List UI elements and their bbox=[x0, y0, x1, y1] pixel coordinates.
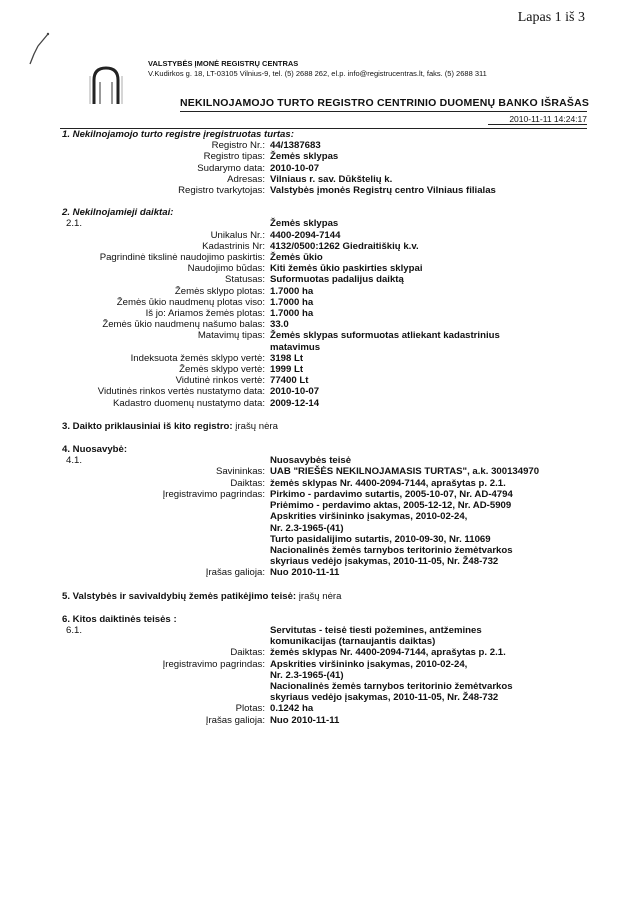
field-value: 1999 Lt bbox=[270, 364, 304, 376]
field-row bbox=[62, 398, 590, 409]
field-value: žemės sklypas Nr. 4400-2094-7144, aprašytas p. 2.1. bbox=[270, 647, 506, 659]
section-5-label: 5. Valstybės ir savivaldybių žemės patikėjimo teisė: bbox=[62, 590, 297, 602]
extract-content bbox=[62, 129, 590, 726]
field-value: 3198 Lt bbox=[270, 352, 304, 364]
field-label: Plotas: bbox=[235, 703, 265, 715]
field-row-continuation bbox=[62, 511, 590, 522]
field-label: Daiktas: bbox=[230, 647, 265, 659]
section-5-value: įrašų nėra bbox=[298, 590, 342, 602]
field-row bbox=[62, 364, 590, 375]
field-label: Savininkas: bbox=[215, 466, 265, 478]
field-label: Žemės sklypo plotas: bbox=[174, 285, 265, 297]
field-value: Nr. 2.3-1965-(41) bbox=[270, 522, 344, 534]
field-row bbox=[62, 286, 590, 297]
field-row-continuation bbox=[62, 342, 590, 353]
field-value: Pirkimo - pardavimo sutartis, 2005-10-07, Nr. AD-4794 bbox=[270, 488, 513, 500]
section-3-value: įrašų nėra bbox=[235, 420, 278, 432]
field-label: Registro Nr.: bbox=[211, 140, 265, 152]
field-label: Kadastrinis Nr: bbox=[202, 240, 265, 252]
field-label: Daiktas: bbox=[230, 477, 265, 489]
field-value: Nacionalinės žemės tarnybos teritorinio žemėtvarkos bbox=[270, 680, 513, 692]
section-2-title: 2. Nekilnojamieji daiktai: bbox=[62, 207, 174, 219]
field-value: Priėmimo - perdavimo aktas, 2005-12-12, Nr. AD-5909 bbox=[270, 500, 512, 512]
field-value: Vilniaus r. sav. Dūkštelių k. bbox=[270, 173, 393, 185]
field-value: Nuo 2010-11-11 bbox=[270, 567, 340, 579]
section-3-label: 3. Daikto priklausiniai iš kito registro: bbox=[62, 420, 233, 432]
section-6-title: 6. Kitos daiktinės teisės : bbox=[62, 613, 177, 625]
field-label: Įrašas galioja: bbox=[205, 714, 265, 726]
field-row bbox=[62, 185, 590, 196]
item-heading: komunikacijas (tarnaujantis daiktas) bbox=[270, 636, 436, 648]
organization-header bbox=[148, 59, 487, 79]
field-value: Apskrities viršininko įsakymas, 2010-02-24, bbox=[270, 511, 468, 523]
field-value: Žemės ūkio bbox=[270, 252, 323, 264]
field-label: Registro tipas: bbox=[203, 151, 265, 163]
field-row-continuation bbox=[62, 681, 590, 692]
field-label: Registro tvarkytojas: bbox=[178, 185, 265, 197]
field-row bbox=[62, 308, 590, 319]
field-row-continuation bbox=[62, 523, 590, 534]
field-value: 33.0 bbox=[270, 319, 289, 331]
field-value: Kiti žemės ūkio paskirties sklypai bbox=[270, 263, 423, 275]
section-3-title bbox=[62, 421, 590, 432]
field-label: Statusas: bbox=[225, 274, 265, 286]
field-row bbox=[62, 386, 590, 397]
field-value: 1.7000 ha bbox=[270, 285, 314, 297]
field-row bbox=[62, 252, 590, 263]
field-row-continuation bbox=[62, 556, 590, 567]
field-value: Valstybės įmonės Registrų centro Vilniaus filialas bbox=[270, 185, 496, 197]
field-row-continuation bbox=[62, 670, 590, 681]
item-heading-row bbox=[62, 455, 590, 466]
field-value: Žemės sklypas suformuotas atliekant kadastrinius bbox=[270, 330, 500, 342]
field-row bbox=[62, 489, 590, 500]
field-label: Naudojimo būdas: bbox=[187, 263, 265, 275]
field-label: Žemės sklypo vertė: bbox=[179, 364, 265, 376]
field-value: 1.7000 ha bbox=[270, 308, 314, 320]
field-value: Apskrities viršininko įsakymas, 2010-02-24, bbox=[270, 658, 468, 670]
field-label: Įregistravimo pagrindas: bbox=[162, 488, 265, 500]
field-label: Žemės ūkio naudmenų plotas viso: bbox=[116, 296, 265, 308]
organization-address: V.Kudirkos g. 18, LT-03105 Vilnius-9, tel. (5) 2688 262, el.p. info@registrucentras.lt, faks. (5) 2688 311 bbox=[148, 69, 487, 78]
title-divider bbox=[180, 111, 587, 112]
section-4-title: 4. Nuosavybė: bbox=[62, 444, 128, 456]
field-row bbox=[62, 659, 590, 670]
field-value: 0.1242 ha bbox=[270, 703, 314, 715]
field-value: matavimus bbox=[270, 341, 321, 353]
item-index: 6.1. bbox=[66, 624, 83, 636]
field-label: Matavimų tipas: bbox=[197, 330, 265, 342]
field-value: 44/1387683 bbox=[270, 140, 321, 152]
field-value: 77400 Lt bbox=[270, 375, 309, 387]
field-label: Įregistravimo pagrindas: bbox=[162, 658, 265, 670]
field-row bbox=[62, 353, 590, 364]
field-row-continuation bbox=[62, 692, 590, 703]
field-label: Vidutinės rinkos vertės nustatymo data: bbox=[97, 386, 265, 398]
field-row bbox=[62, 375, 590, 386]
field-row-continuation bbox=[62, 545, 590, 556]
document-title: NEKILNOJAMOJO TURTO REGISTRO CENTRINIO DUOMENŲ BANKO IŠRAŠAS bbox=[180, 97, 590, 109]
field-row bbox=[62, 297, 590, 308]
field-label: Adresas: bbox=[227, 173, 265, 185]
item-heading-row bbox=[62, 625, 590, 636]
item-heading-row bbox=[62, 218, 590, 229]
item-heading: Nuosavybės teisė bbox=[270, 455, 352, 467]
field-row bbox=[62, 466, 590, 477]
registru-centras-logo-icon bbox=[86, 66, 126, 106]
field-row bbox=[62, 230, 590, 241]
field-label: Pagrindinė tikslinė naudojimo paskirtis: bbox=[99, 252, 265, 264]
field-value: Nuo 2010-11-11 bbox=[270, 714, 340, 726]
field-row bbox=[62, 715, 590, 726]
section-1-title: 1. Nekilnojamojo turto registre įregistruotas turtas: bbox=[62, 129, 294, 140]
field-row-continuation bbox=[62, 534, 590, 545]
field-label: Vidutinė rinkos vertė: bbox=[175, 375, 265, 387]
field-value: Žemės sklypas bbox=[270, 151, 339, 163]
organization-name: VALSTYBĖS ĮMONĖ REGISTRŲ CENTRAS bbox=[148, 59, 299, 68]
item-heading-continuation bbox=[62, 636, 590, 647]
item-index: 2.1. bbox=[66, 218, 83, 230]
item-heading: Žemės sklypas bbox=[270, 218, 339, 230]
field-row bbox=[62, 263, 590, 274]
field-value: 2010-10-07 bbox=[270, 386, 320, 398]
field-label: Sudarymo data: bbox=[197, 162, 265, 174]
field-label: Unikalus Nr.: bbox=[210, 229, 265, 241]
field-value: 4132/0500:1262 Giedraitiškių k.v. bbox=[270, 240, 419, 252]
item-index: 4.1. bbox=[66, 455, 83, 467]
field-value: 2009-12-14 bbox=[270, 397, 320, 409]
page-number: Lapas 1 iš 3 bbox=[517, 10, 585, 25]
field-row bbox=[62, 274, 590, 285]
field-row bbox=[62, 140, 590, 151]
field-label: Iš jo: Ariamos žemės plotas: bbox=[145, 308, 265, 320]
field-value: 1.7000 ha bbox=[270, 296, 314, 308]
field-value: skyriaus vedėjo įsakymas, 2010-11-05, Nr. Ž48-732 bbox=[270, 692, 499, 704]
field-label: Įrašas galioja: bbox=[205, 567, 265, 579]
field-value: 2010-10-07 bbox=[270, 162, 320, 174]
field-label: Kadastro duomenų nustatymo data: bbox=[113, 397, 265, 409]
field-value: Turto pasidalijimo sutartis, 2010-09-30, Nr. 11069 bbox=[270, 533, 491, 545]
field-value: 4400-2094-7144 bbox=[270, 229, 341, 241]
field-row bbox=[62, 567, 590, 578]
field-label: Žemės ūkio naudmenų našumo balas: bbox=[102, 319, 265, 331]
field-row bbox=[62, 151, 590, 162]
extract-timestamp: 2010-11-11 14:24:17 bbox=[488, 114, 587, 125]
field-row bbox=[62, 174, 590, 185]
section-5-title bbox=[62, 591, 590, 602]
field-value: skyriaus vedėjo įsakymas, 2010-11-05, Nr. Ž48-732 bbox=[270, 556, 499, 568]
field-row bbox=[62, 703, 590, 714]
field-value: Nr. 2.3-1965-(41) bbox=[270, 669, 344, 681]
field-row bbox=[62, 330, 590, 341]
field-row bbox=[62, 478, 590, 489]
handwritten-mark-icon bbox=[18, 30, 58, 70]
item-heading: Servitutas - teisė tiesti požemines, antžemines bbox=[270, 624, 482, 636]
field-row bbox=[62, 163, 590, 174]
field-value: UAB "RIEŠĖS NEKILNOJAMASIS TURTAS", a.k. 300134970 bbox=[270, 466, 540, 478]
field-row bbox=[62, 319, 590, 330]
field-row bbox=[62, 647, 590, 658]
field-label: Indeksuota žemės sklypo vertė: bbox=[130, 352, 265, 364]
field-value: Suformuotas padalijus daiktą bbox=[270, 274, 404, 286]
field-value: Nacionalinės žemės tarnybos teritorinio žemėtvarkos bbox=[270, 544, 513, 556]
field-row bbox=[62, 241, 590, 252]
field-value: žemės sklypas Nr. 4400-2094-7144, aprašytas p. 2.1. bbox=[270, 477, 506, 489]
field-row-continuation bbox=[62, 500, 590, 511]
